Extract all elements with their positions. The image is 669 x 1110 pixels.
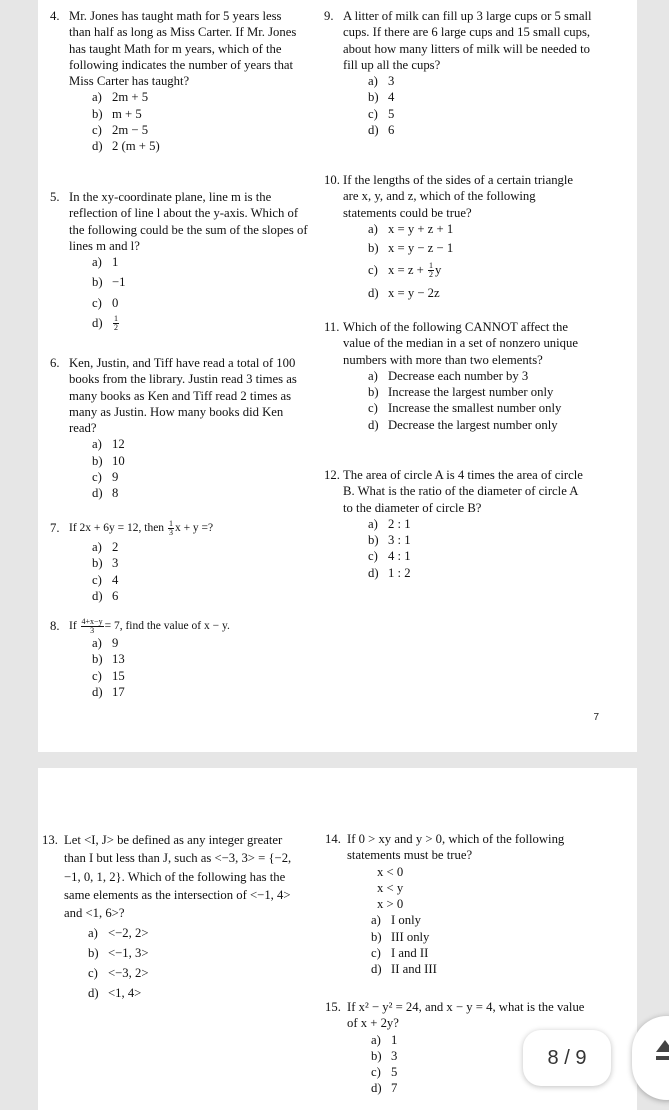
question-6 xyxy=(50,355,310,502)
question-10 xyxy=(324,172,589,301)
option: b) 3 xyxy=(92,556,119,571)
question-number: 10. xyxy=(324,173,340,187)
option: c) x = z + $\frac{1}{2}$ y xyxy=(368,261,442,280)
fraction-expression: $\frac{4+x-y}{3}$ xyxy=(81,617,103,635)
question-number: 12. xyxy=(324,468,340,482)
question-number: 11. xyxy=(324,320,340,334)
option: d) x = y − 2z xyxy=(368,285,440,300)
options-list xyxy=(92,635,310,700)
fraction-one-third: $\frac{1}{3}$ xyxy=(168,519,173,537)
question-number: 7. xyxy=(50,521,60,535)
question-9 xyxy=(324,8,594,138)
option: d) 6 xyxy=(92,588,119,603)
option: d) 6 xyxy=(368,123,395,138)
option: c) 4 : 1 xyxy=(368,549,411,564)
option: c) <−3, 2> xyxy=(88,966,149,981)
options-list xyxy=(92,436,310,501)
question-stem: The area of circle A is 4 times the area of circle B. What is the ratio of the diameter of circle A to the diameter of circle B? xyxy=(343,468,583,515)
condition-i: x < 0 xyxy=(377,864,404,879)
options-list xyxy=(368,221,589,301)
option: c) 5 xyxy=(368,106,395,121)
options-list xyxy=(88,924,304,1004)
question-8 xyxy=(50,618,310,700)
option: a) 2m + 5 xyxy=(92,90,149,105)
option: d) Decrease the largest number only xyxy=(368,417,558,432)
option: a) 12 xyxy=(92,437,125,452)
option: c) 2m − 5 xyxy=(92,123,149,138)
question-number: 4. xyxy=(50,9,60,23)
question-12 xyxy=(324,467,589,581)
options-list xyxy=(92,539,310,604)
document-page-7 xyxy=(38,0,637,752)
option: d) <1, 4> xyxy=(88,986,142,1001)
option: d) 2 (m + 5) xyxy=(92,139,160,154)
option: c) 9 xyxy=(92,470,119,485)
question-stem: If $\frac{4+x-y}{3}$ = 7, find the value of x − y. xyxy=(69,617,230,635)
option: d) $\frac{1}{2}$ xyxy=(92,314,118,333)
option: b) <−1, 3> xyxy=(88,946,149,961)
fraction-one-half: $\frac{1}{2}$ xyxy=(114,314,118,333)
options-list xyxy=(368,73,594,138)
question-number: 13. xyxy=(42,833,58,847)
option: c) 5 xyxy=(371,1065,398,1080)
question-stem: If 0 > xy and y > 0, which of the following statements must be true? xyxy=(347,832,565,863)
option: c) 0 xyxy=(92,295,119,310)
question-11 xyxy=(324,319,594,433)
option: d) II and III xyxy=(371,962,437,977)
page-indicator[interactable]: 8 / 9 xyxy=(523,1030,611,1086)
page-number: 7 xyxy=(593,712,599,723)
question-number: 9. xyxy=(324,9,334,23)
option: b) 4 xyxy=(368,90,395,105)
option: a) <−2, 2> xyxy=(88,926,149,941)
conditions-list xyxy=(377,864,605,913)
question-13 xyxy=(42,831,304,1004)
question-stem: Which of the following CANNOT affect the value of the median in a set of nonzero unique numbers with more than two elements? xyxy=(343,320,578,367)
question-number: 8. xyxy=(50,619,60,633)
question-stem: If the lengths of the sides of a certain triangle are x, y, and z, which of the following statements could be true? xyxy=(343,173,574,220)
option: a) 3 xyxy=(368,74,395,89)
options-list xyxy=(368,368,594,433)
option: c) 15 xyxy=(92,668,125,683)
option: b) m + 5 xyxy=(92,106,142,121)
option: b) x = y − z − 1 xyxy=(368,241,454,256)
condition-ii: x < y xyxy=(377,880,404,895)
question-4 xyxy=(50,8,305,155)
question-number: 6. xyxy=(50,356,60,370)
option: b) 10 xyxy=(92,453,125,468)
question-stem: Let <I, J> be defined as any integer greater than I but less than J, such as <−3, 3> = {−2, −1, 0, 1, 2}. Which of the following has the same elements as the intersection of <−1, 4> and <1, 6>? xyxy=(64,833,292,921)
option: c) Increase the smallest number only xyxy=(368,401,562,416)
option: b) 13 xyxy=(92,652,125,667)
question-number: 15. xyxy=(325,1000,341,1014)
question-stem: If 2x + 6y = 12, then $\frac{1}{3}$ x + y =? xyxy=(69,519,214,537)
option: d) 7 xyxy=(371,1081,398,1096)
question-stem: If x² − y² = 24, and x − y = 4, what is the value of x + 2y? xyxy=(347,1000,585,1031)
question-number: 14. xyxy=(325,832,341,846)
option: b) −1 xyxy=(92,275,126,290)
options-list xyxy=(92,254,315,331)
question-stem: In the xy-coordinate plane, line m is the reflection of line l about the y-axis. Which of the following could be the sum of the slopes of lines m and l? xyxy=(69,190,308,253)
option: b) 3 : 1 xyxy=(368,533,411,548)
option: a) Decrease each number by 3 xyxy=(368,368,529,383)
option: d) 17 xyxy=(92,684,125,699)
question-stem: A litter of milk can fill up 3 large cups or 5 small cups. If there are 6 large cups and 15 small cups, about how many litters of milk will be needed to fill up all the cups? xyxy=(343,9,592,72)
option: d) 1 : 2 xyxy=(368,565,411,580)
fraction-one-half: $\frac{1}{2}$ xyxy=(428,261,433,280)
condition-iii: x > 0 xyxy=(377,897,404,912)
option: d) 8 xyxy=(92,486,119,501)
question-number: 5. xyxy=(50,190,60,204)
option: a) 2 xyxy=(92,540,119,554)
question-stem: Ken, Justin, and Tiff have read a total of 100 books from the library. Justin read 3 times as many books as Ken and Tiff read 2 times as many as Justin. How many books did Ken read? xyxy=(69,356,297,436)
option: a) 1 xyxy=(371,1032,398,1047)
option: a) 2 : 1 xyxy=(368,516,411,531)
options-list xyxy=(92,89,305,154)
options-list xyxy=(368,516,589,581)
option: a) x = y + z + 1 xyxy=(368,221,454,236)
scroll-up-button[interactable] xyxy=(632,1016,669,1100)
chevron-up-icon xyxy=(654,1038,669,1064)
question-7 xyxy=(50,520,310,604)
option: c) 4 xyxy=(92,572,119,587)
option: b) Increase the largest number only xyxy=(368,385,554,400)
option: a) I only xyxy=(371,913,421,928)
option: a) 1 xyxy=(92,255,119,270)
option: b) 3 xyxy=(371,1048,398,1063)
question-5 xyxy=(50,189,315,331)
option: c) I and II xyxy=(371,946,429,961)
option: b) III only xyxy=(371,929,430,944)
option: a) 9 xyxy=(92,636,119,650)
question-stem: Mr. Jones has taught math for 5 years less than half as long as Miss Carter. If Mr. Jones has taught Math for m years, which of the following indicates the number of years that Miss Carter has taught? xyxy=(69,9,297,89)
options-list xyxy=(371,912,605,977)
question-14 xyxy=(325,831,605,978)
